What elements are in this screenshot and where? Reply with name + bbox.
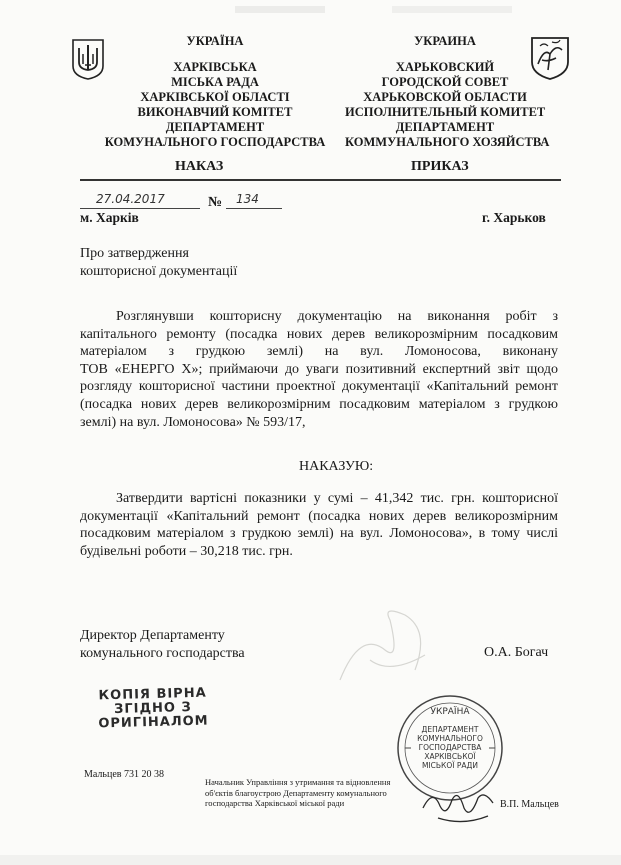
doc-type-ua: НАКАЗ — [175, 159, 224, 174]
order-line: Затвердити вартісні показники у сумі – 41,342 тис. грн. кошторисної — [116, 491, 558, 506]
header-ua-country: УКРАЇНА — [186, 34, 244, 48]
scan-mark — [0, 855, 621, 865]
certifier-name: В.П. Мальцев — [500, 799, 559, 810]
header-ua-line: ВИКОНАВЧИЙ КОМІТЕТ — [137, 105, 293, 119]
date-underline — [80, 208, 200, 209]
header-ru-line: ИСПОЛНИТЕЛЬНЫЙ КОМИТЕТ — [345, 105, 546, 119]
preamble-line: розгляду кошторисної частини проектної документації «Капітальний ремонт — [80, 379, 558, 395]
preamble-line: матеріалом з грудкою землі) на вул. Ломоносова, виконану — [80, 344, 558, 360]
header-ua-line: МІСЬКА РАДА — [171, 75, 259, 89]
preamble-line: землі) на вул. Ломоносова» № 593/17, — [80, 414, 306, 430]
number-sign: № — [208, 195, 223, 210]
certifier-line: Начальник Управління з утримання та відновлення — [205, 777, 391, 787]
preamble-line: (посадка нових дерев великорозмірним посадковим матеріалом з грудкою — [80, 396, 558, 412]
preamble-paragraph — [80, 308, 558, 431]
signature-title-line: Директор Департаменту — [80, 628, 225, 643]
number-handwritten: 134 — [236, 192, 259, 206]
header-ua-line: КОМУНАЛЬНОГО ГОСПОДАРСТВА — [104, 135, 326, 149]
order-paragraph — [80, 490, 558, 560]
round-seal-line: ХАРКІВСЬКОЇ — [424, 752, 476, 761]
order-line: документації «Капітальний ремонт (посадка нових дерев великорозмірним — [80, 508, 558, 524]
header-russian — [345, 34, 550, 150]
scan-artifact — [392, 6, 512, 13]
copy-stamp-line: ЗГІДНО З — [113, 699, 192, 718]
copy-stamp-line: КОПІЯ ВІРНА — [98, 685, 207, 704]
director-signature — [330, 600, 440, 695]
round-seal-line: ГОСПОДАРСТВА — [418, 743, 482, 752]
number-underline — [226, 208, 282, 209]
copy-stamp-line: ОРИГІНАЛОМ — [98, 713, 209, 732]
header-ru-line: ГОРОДСКОЙ СОВЕТ — [381, 75, 509, 89]
subject — [80, 245, 237, 281]
preamble-line: ТОВ «ЕНЕРГО Х»; приймаючи до уваги позитивний експертний звіт щодо — [80, 361, 558, 377]
executor-line: Мальцев 731 20 38 — [84, 769, 164, 780]
signature-title-line: комунального господарства — [80, 646, 245, 661]
header-ru-line: ДЕПАРТАМЕНТ — [395, 120, 495, 134]
order-line: посадковим матеріалом з грудкою землі) на вул. Ломоносова», в тому числі — [80, 526, 558, 542]
signature-title — [80, 627, 245, 663]
header-ua-line: ДЕПАРТАМЕНТ — [165, 120, 265, 134]
header-ru-country: УКРАИНА — [414, 34, 476, 48]
round-seal-line: МІСЬКОЇ РАДИ — [421, 761, 478, 770]
certifier-signature — [418, 778, 498, 828]
preamble-line: Розглянувши кошторисну документацію на виконання робіт з — [116, 309, 558, 324]
subject-line: Про затвердження — [80, 246, 189, 261]
header-ru-line: КОММУНАЛЬНОГО ХОЗЯЙСТВА — [345, 135, 550, 149]
round-seal-text — [395, 725, 505, 770]
order-line: будівельні роботи – 30,218 тис. грн. — [80, 543, 293, 559]
round-seal-top: УКРАЇНА — [430, 707, 470, 717]
signer-name: О.А. Богач — [484, 645, 549, 660]
certifier-line: господарства Харківської міської ради — [205, 798, 345, 808]
header-ua-line: ХАРКІВСЬКОЇ ОБЛАСТІ — [140, 90, 290, 104]
date-handwritten: 27.04.2017 — [96, 192, 165, 206]
header-ua-line: ХАРКІВСЬКА — [173, 60, 257, 74]
round-seal-line: ДЕПАРТАМЕНТ — [421, 725, 479, 734]
scan-artifact — [235, 6, 325, 13]
doc-type-ru: ПРИКАЗ — [411, 159, 469, 174]
header-divider — [80, 179, 561, 181]
certifier-title — [205, 777, 390, 809]
certifier-line: об'єктів благоустрою Департаменту комунального — [205, 787, 387, 798]
city-ru: г. Харьков — [482, 210, 546, 225]
header-ukrainian — [100, 34, 330, 150]
preamble-line: капітального ремонту (посадка нових дерев великорозмірним посадковим — [80, 326, 558, 342]
copy-stamp — [97, 687, 208, 732]
header-ru-line: ХАРЬКОВСКИЙ — [395, 60, 495, 74]
subject-line: кошторисної документації — [80, 264, 238, 279]
city-ua: м. Харків — [80, 210, 139, 225]
header-ru-line: ХАРЬКОВСКОЙ ОБЛАСТИ — [363, 90, 527, 104]
order-word: НАКАЗУЮ: — [299, 459, 374, 474]
round-seal-line: КОМУНАЛЬНОГО — [417, 734, 483, 743]
